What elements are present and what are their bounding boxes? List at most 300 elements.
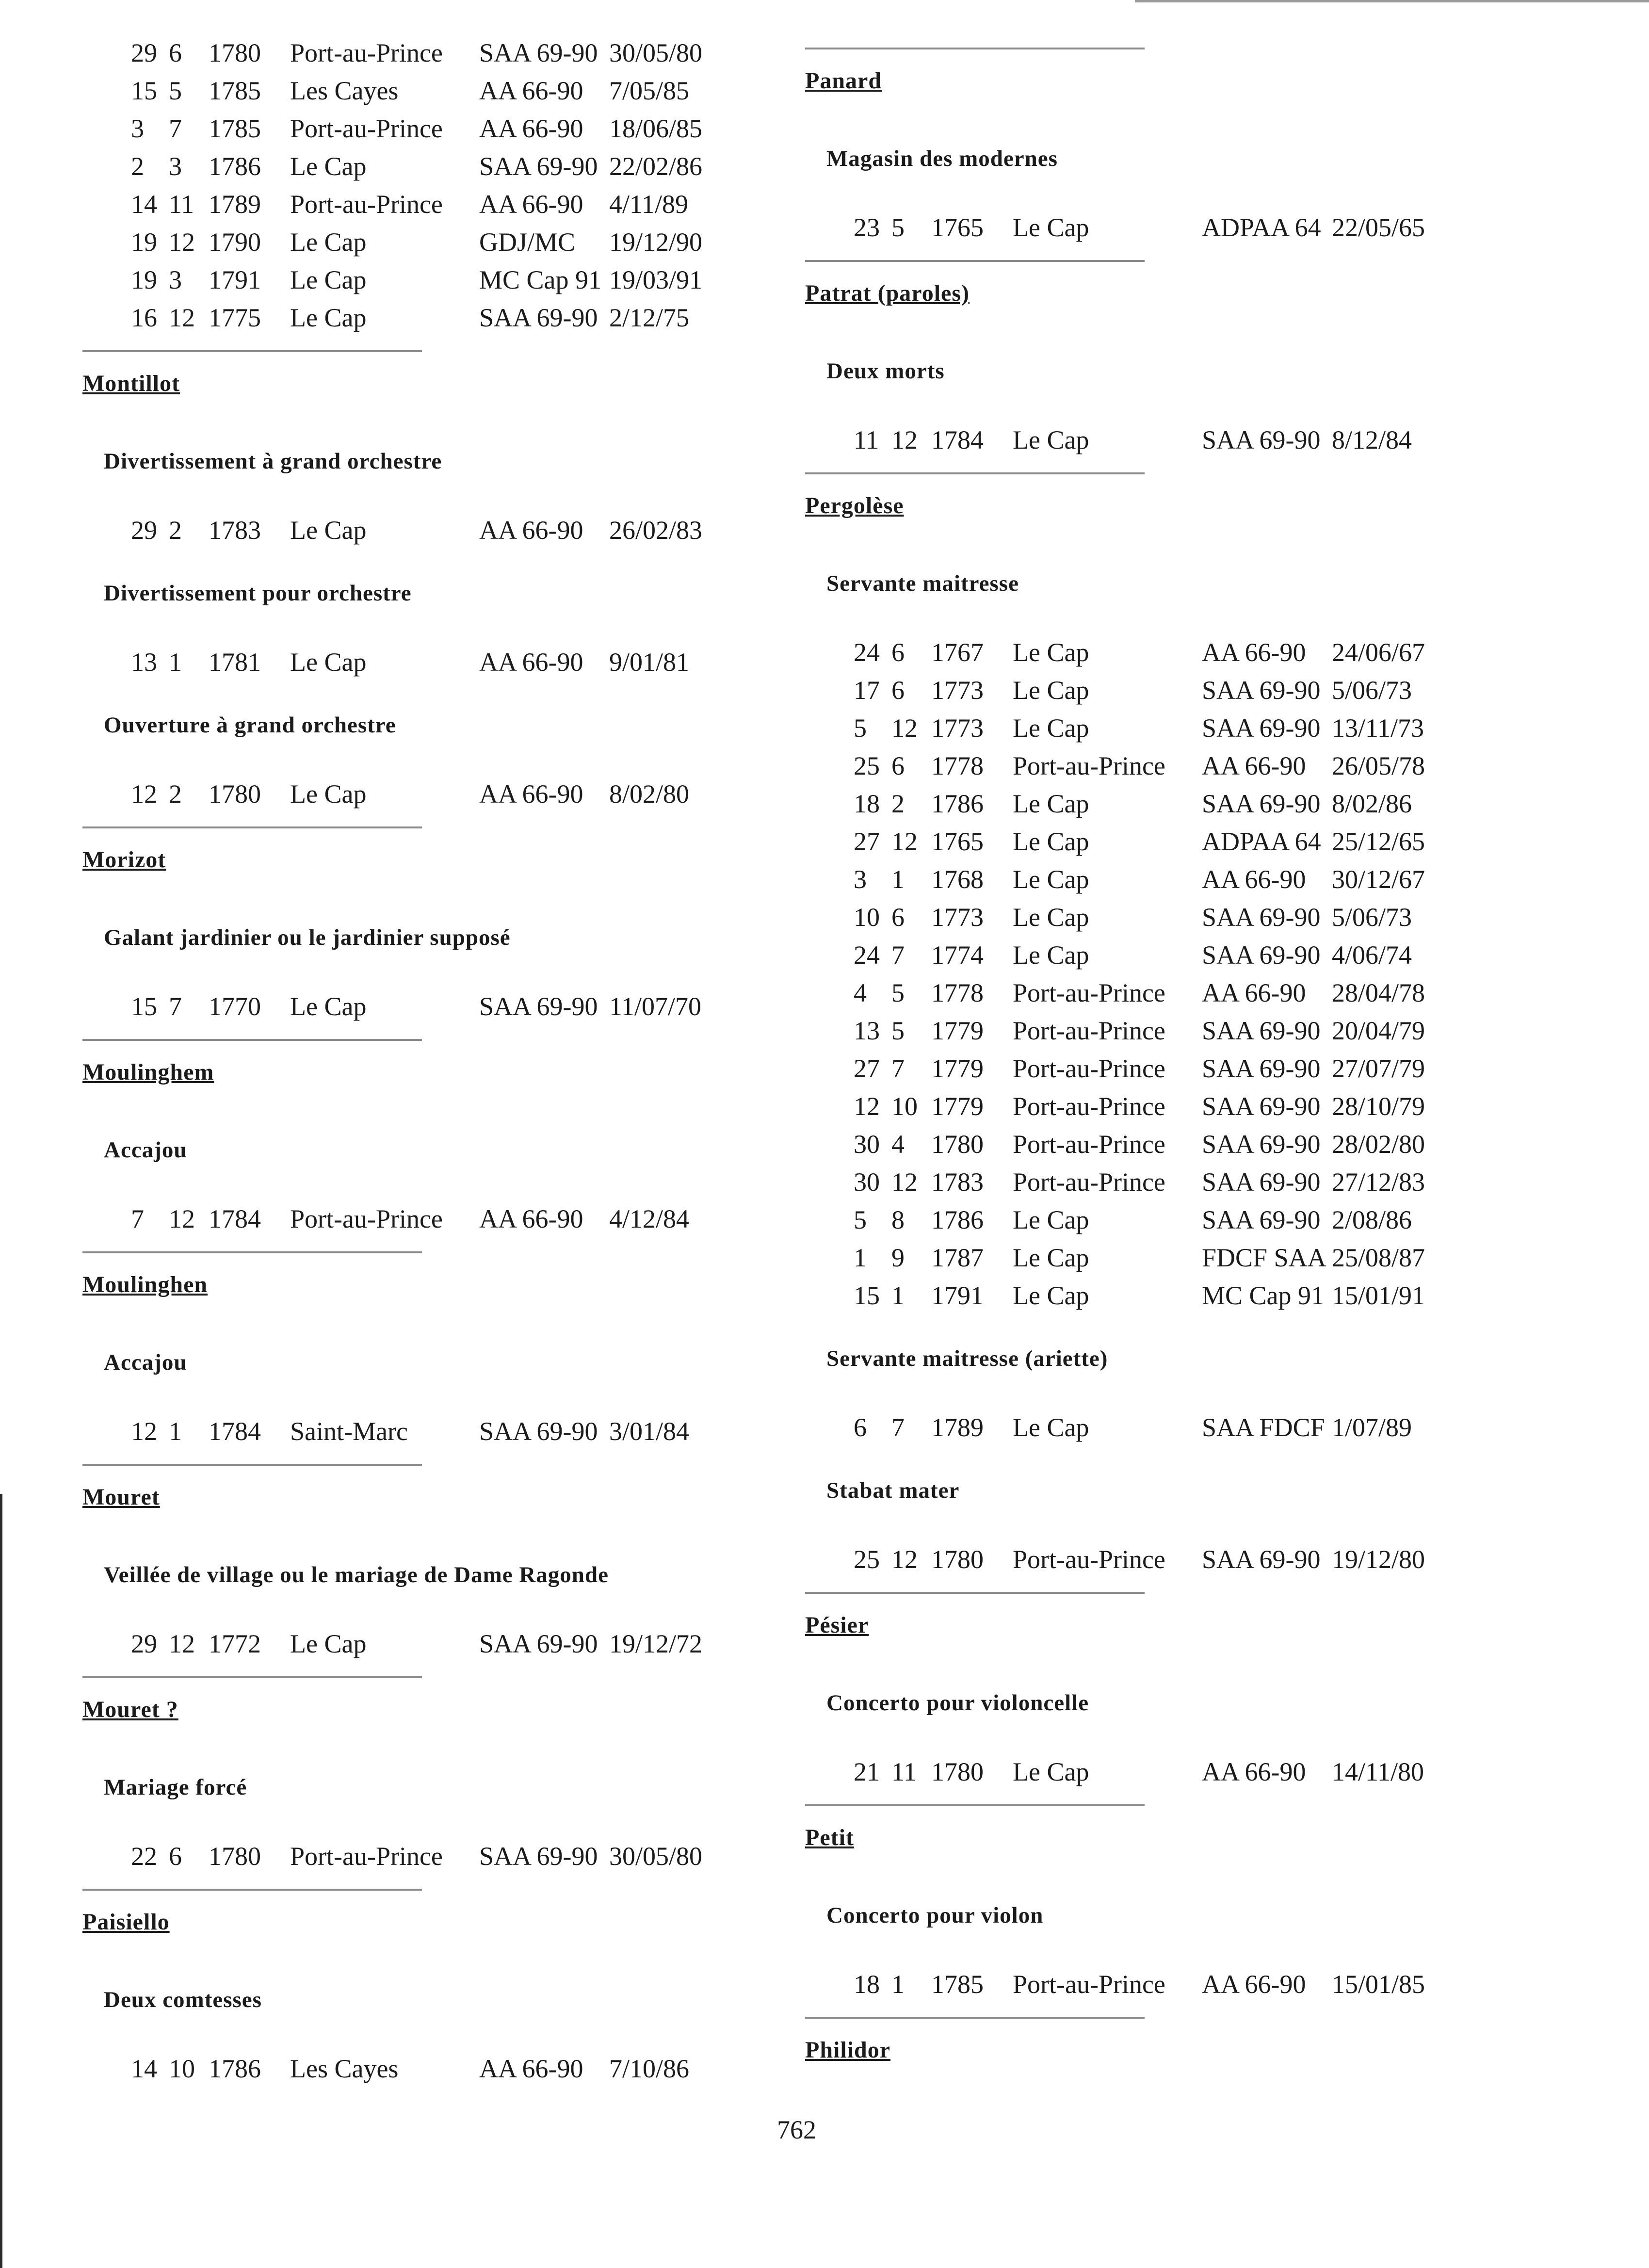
performance-source: SAA 69-90	[479, 38, 598, 67]
performance-source-date: 5/06/73	[1332, 676, 1412, 705]
performance-source: AA 66-90	[479, 2054, 583, 2083]
performance-source-date: 9/01/81	[609, 648, 690, 677]
performance-row	[82, 34, 771, 72]
performance-day: 29	[131, 38, 157, 67]
work-title: Ouverture à grand orchestre	[104, 713, 396, 738]
performance-month: 12	[169, 1204, 195, 1233]
composer-name: Patrat (paroles)	[805, 280, 970, 306]
performance-year: 1786	[931, 1205, 984, 1234]
page-number: 762	[777, 2115, 816, 2144]
performance-place: Port-au-Prince	[1013, 1092, 1165, 1121]
performance-day: 18	[854, 789, 880, 818]
performance-day: 19	[131, 227, 157, 257]
performance-year: 1774	[931, 940, 984, 970]
performance-place: Le Cap	[1013, 213, 1089, 242]
performance-source: SAA 69-90	[1202, 1054, 1321, 1083]
performance-month: 2	[169, 779, 182, 809]
performance-row	[805, 1012, 1494, 1050]
performance-row	[805, 1087, 1494, 1125]
section-divider	[82, 1251, 422, 1253]
performance-row	[82, 1412, 771, 1450]
performance-month: 2	[169, 516, 182, 545]
performance-source-date: 13/11/73	[1332, 713, 1424, 743]
performance-source-date: 24/06/67	[1332, 638, 1425, 667]
work-title: Accajou	[104, 1350, 187, 1375]
performance-month: 6	[891, 903, 905, 932]
work-title: Servante maitresse	[826, 571, 1019, 596]
performance-month: 12	[891, 713, 918, 743]
section-divider	[82, 1676, 422, 1678]
performance-month: 7	[169, 114, 182, 143]
performance-source-date: 11/07/70	[609, 992, 702, 1021]
performance-row	[805, 1050, 1494, 1087]
performance-source: GDJ/MC	[479, 227, 576, 257]
performance-month: 6	[891, 751, 905, 780]
performance-month: 1	[891, 1281, 905, 1310]
performance-source-date: 7/05/85	[609, 76, 690, 105]
performance-month: 12	[169, 303, 195, 332]
performance-source: AA 66-90	[1202, 638, 1306, 667]
composer-name: Pergolèse	[805, 493, 904, 518]
performance-place: Port-au-Prince	[1013, 751, 1165, 780]
performance-year: 1780	[209, 779, 261, 809]
work-title: Divertissement pour orchestre	[104, 581, 412, 606]
performance-year: 1780	[931, 1757, 984, 1786]
performance-source: SAA 69-90	[479, 1629, 598, 1658]
performance-day: 2	[131, 152, 144, 181]
performance-source: AA 66-90	[479, 516, 583, 545]
performance-place: Port-au-Prince	[290, 190, 443, 219]
performance-source: SAA 69-90	[1202, 676, 1321, 705]
performance-row	[82, 261, 771, 299]
composer-name: Petit	[805, 1825, 854, 1850]
performance-source: AA 66-90	[479, 114, 583, 143]
work-title: Magasin des modernes	[826, 146, 1058, 171]
performance-day: 21	[854, 1757, 880, 1786]
section-divider	[805, 1804, 1145, 1806]
performance-place: Port-au-Prince	[1013, 978, 1165, 1007]
performance-place: Le Cap	[1013, 1757, 1089, 1786]
composer-name: Mouret	[82, 1484, 160, 1510]
work-title: Servante maitresse (ariette)	[826, 1346, 1108, 1371]
performance-source-date: 19/03/91	[609, 265, 703, 294]
performance-month: 12	[891, 425, 918, 454]
performance-source: SAA 69-90	[479, 152, 598, 181]
performance-month: 12	[891, 1167, 918, 1197]
performance-month: 6	[169, 38, 182, 67]
work-title: Veillée de village ou le mariage de Dame Ragonde	[104, 1562, 609, 1588]
performance-year: 1780	[931, 1545, 984, 1574]
performance-month: 5	[891, 1016, 905, 1045]
performance-place: Saint-Marc	[290, 1417, 408, 1446]
performance-source-date: 19/12/72	[609, 1629, 703, 1658]
performance-year: 1773	[931, 903, 984, 932]
performance-day: 12	[854, 1092, 880, 1121]
performance-source: AA 66-90	[1202, 1757, 1306, 1786]
performance-day: 13	[854, 1016, 880, 1045]
performance-day: 5	[854, 713, 867, 743]
performance-year: 1773	[931, 676, 984, 705]
performance-source-date: 8/12/84	[1332, 425, 1412, 454]
performance-year: 1785	[931, 1970, 984, 1999]
composer-name: Mouret ?	[82, 1697, 178, 1722]
performance-day: 27	[854, 827, 880, 856]
performance-day: 3	[854, 865, 867, 894]
composer-name: Moulinghem	[82, 1059, 214, 1085]
performance-row	[805, 1753, 1494, 1791]
performance-row	[82, 2050, 771, 2088]
performance-source: MC Cap 91	[1202, 1281, 1325, 1310]
performance-place: Port-au-Prince	[1013, 1970, 1165, 1999]
performance-year: 1791	[931, 1281, 984, 1310]
performance-source: FDCF SAA	[1202, 1243, 1326, 1272]
performance-month: 3	[169, 265, 182, 294]
performance-place: Le Cap	[290, 648, 367, 677]
performance-row	[805, 421, 1494, 459]
performance-row	[805, 898, 1494, 936]
performance-year: 1778	[931, 751, 984, 780]
performance-day: 14	[131, 190, 157, 219]
performance-year: 1780	[209, 38, 261, 67]
performance-month: 1	[891, 1970, 905, 1999]
performance-row	[805, 633, 1494, 671]
performance-row	[805, 823, 1494, 860]
performance-source-date: 25/08/87	[1332, 1243, 1425, 1272]
performance-place: Port-au-Prince	[1013, 1054, 1165, 1083]
performance-place: Le Cap	[1013, 940, 1089, 970]
performance-year: 1789	[209, 190, 261, 219]
performance-month: 12	[891, 827, 918, 856]
performance-year: 1779	[931, 1054, 984, 1083]
performance-source-date: 1/07/89	[1332, 1413, 1412, 1442]
performance-source-date: 22/05/65	[1332, 213, 1425, 242]
performance-row	[805, 747, 1494, 785]
performance-year: 1765	[931, 213, 984, 242]
performance-year: 1786	[209, 2054, 261, 2083]
performance-month: 7	[891, 940, 905, 970]
performance-place: Port-au-Prince	[1013, 1545, 1165, 1574]
section-divider	[82, 1889, 422, 1891]
performance-day: 16	[131, 303, 157, 332]
composer-name: Panard	[805, 68, 882, 94]
performance-source: SAA 69-90	[479, 303, 598, 332]
scan-top-line	[1135, 0, 1649, 2]
performance-source-date: 26/02/83	[609, 516, 703, 545]
performance-row	[805, 785, 1494, 823]
performance-source-date: 2/08/86	[1332, 1205, 1412, 1234]
performance-place: Port-au-Prince	[290, 114, 443, 143]
performance-source: SAA 69-90	[1202, 1167, 1321, 1197]
performance-month: 1	[891, 865, 905, 894]
performance-row	[82, 147, 771, 185]
performance-day: 23	[854, 213, 880, 242]
performance-row	[805, 936, 1494, 974]
performance-day: 13	[131, 648, 157, 677]
performance-place: Le Cap	[1013, 865, 1089, 894]
performance-day: 30	[854, 1130, 880, 1159]
performance-row	[805, 1409, 1494, 1446]
performance-day: 25	[854, 1545, 880, 1574]
performance-year: 1775	[209, 303, 261, 332]
performance-source: AA 66-90	[479, 190, 583, 219]
composer-name: Philidor	[805, 2037, 891, 2063]
performance-row	[82, 988, 771, 1025]
section-divider	[805, 1592, 1145, 1594]
performance-day: 27	[854, 1054, 880, 1083]
performance-day: 4	[854, 978, 867, 1007]
performance-day: 25	[854, 751, 880, 780]
performance-day: 29	[131, 1629, 157, 1658]
performance-source: SAA 69-90	[1202, 1205, 1321, 1234]
performance-source: SAA 69-90	[1202, 1130, 1321, 1159]
performance-source: ADPAA 64	[1202, 827, 1321, 856]
composer-name: Morizot	[82, 847, 166, 873]
performance-place: Le Cap	[1013, 903, 1089, 932]
performance-source-date: 28/02/80	[1332, 1130, 1425, 1159]
work-title: Deux morts	[826, 358, 945, 384]
performance-source-date: 5/06/73	[1332, 903, 1412, 932]
work-title: Stabat mater	[826, 1478, 960, 1503]
performance-source-date: 30/05/80	[609, 1842, 703, 1871]
performance-year: 1768	[931, 865, 984, 894]
performance-row	[805, 1125, 1494, 1163]
performance-day: 12	[131, 779, 157, 809]
performance-year: 1770	[209, 992, 261, 1021]
performance-row	[805, 1277, 1494, 1314]
performance-year: 1790	[209, 227, 261, 257]
performance-source-date: 2/12/75	[609, 303, 690, 332]
composer-name: Montillot	[82, 371, 180, 396]
performance-year: 1779	[931, 1016, 984, 1045]
performance-day: 14	[131, 2054, 157, 2083]
performance-month: 5	[891, 213, 905, 242]
performance-year: 1789	[931, 1413, 984, 1442]
performance-source: AA 66-90	[479, 779, 583, 809]
performance-source-date: 7/10/86	[609, 2054, 690, 2083]
performance-source: SAA 69-90	[1202, 789, 1321, 818]
performance-day: 6	[854, 1413, 867, 1442]
performance-day: 17	[854, 676, 880, 705]
performance-row	[805, 709, 1494, 747]
performance-place: Le Cap	[1013, 827, 1089, 856]
work-title: Accajou	[104, 1137, 187, 1163]
performance-year: 1787	[931, 1243, 984, 1272]
performance-place: Le Cap	[1013, 713, 1089, 743]
performance-place: Le Cap	[1013, 638, 1089, 667]
work-title: Divertissement à grand orchestre	[104, 449, 442, 474]
performance-place: Port-au-Prince	[1013, 1016, 1165, 1045]
performance-year: 1784	[209, 1204, 261, 1233]
performance-row	[805, 671, 1494, 709]
performance-source: SAA 69-90	[1202, 903, 1321, 932]
performance-source: AA 66-90	[1202, 751, 1306, 780]
performance-source: MC Cap 91	[479, 265, 602, 294]
performance-day: 24	[854, 940, 880, 970]
section-divider	[805, 2017, 1145, 2019]
right-column	[805, 34, 1494, 2112]
performance-year: 1767	[931, 638, 984, 667]
performance-month: 9	[891, 1243, 905, 1272]
performance-place: Le Cap	[290, 516, 367, 545]
performance-row	[82, 299, 771, 337]
performance-source-date: 15/01/85	[1332, 1970, 1425, 1999]
performance-day: 3	[131, 114, 144, 143]
performance-source-date: 15/01/91	[1332, 1281, 1425, 1310]
performance-day: 1	[854, 1243, 867, 1272]
performance-source: SAA 69-90	[479, 1842, 598, 1871]
performance-year: 1780	[931, 1130, 984, 1159]
performance-source-date: 20/04/79	[1332, 1016, 1425, 1045]
performance-place: Le Cap	[1013, 676, 1089, 705]
performance-place: Le Cap	[1013, 1243, 1089, 1272]
performance-source-date: 3/01/84	[609, 1417, 690, 1446]
performance-source-date: 19/12/80	[1332, 1545, 1425, 1574]
performance-source-date: 28/10/79	[1332, 1092, 1425, 1121]
performance-source-date: 22/02/86	[609, 152, 703, 181]
performance-source-date: 25/12/65	[1332, 827, 1425, 856]
performance-year: 1785	[209, 76, 261, 105]
performance-year: 1778	[931, 978, 984, 1007]
performance-year: 1783	[209, 516, 261, 545]
performance-source: SAA 69-90	[1202, 425, 1321, 454]
performance-place: Le Cap	[1013, 789, 1089, 818]
performance-day: 19	[131, 265, 157, 294]
performance-month: 5	[891, 978, 905, 1007]
performance-source: SAA 69-90	[479, 992, 598, 1021]
performance-source-date: 26/05/78	[1332, 751, 1425, 780]
performance-day: 15	[131, 992, 157, 1021]
performance-place: Port-au-Prince	[290, 1842, 443, 1871]
performance-day: 24	[854, 638, 880, 667]
performance-source: AA 66-90	[1202, 865, 1306, 894]
performance-day: 15	[854, 1281, 880, 1310]
performance-place: Port-au-Prince	[1013, 1130, 1165, 1159]
performance-month: 7	[891, 1054, 905, 1083]
performance-row	[805, 1540, 1494, 1578]
performance-day: 11	[854, 425, 879, 454]
work-title: Mariage forcé	[104, 1775, 247, 1800]
performance-place: Le Cap	[290, 265, 367, 294]
performance-day: 7	[131, 1204, 144, 1233]
performance-source-date: 18/06/85	[609, 114, 703, 143]
performance-year: 1791	[209, 265, 261, 294]
performance-row	[82, 72, 771, 110]
composer-name: Moulinghen	[82, 1272, 208, 1297]
performance-source: SAA 69-90	[1202, 1092, 1321, 1121]
performance-source-date: 4/12/84	[609, 1204, 690, 1233]
performance-month: 12	[169, 1629, 195, 1658]
performance-place: Les Cayes	[290, 76, 399, 105]
performance-day: 22	[131, 1842, 157, 1871]
performance-day: 5	[854, 1205, 867, 1234]
performance-place: Port-au-Prince	[1013, 1167, 1165, 1197]
performance-year: 1780	[209, 1842, 261, 1871]
performance-place: Le Cap	[290, 779, 367, 809]
performance-source: ADPAA 64	[1202, 213, 1321, 242]
performance-row	[82, 110, 771, 147]
performance-day: 18	[854, 1970, 880, 1999]
section-divider	[82, 350, 422, 352]
performance-year: 1786	[931, 789, 984, 818]
performance-day: 30	[854, 1167, 880, 1197]
performance-year: 1765	[931, 827, 984, 856]
performance-source-date: 4/11/89	[609, 190, 689, 219]
performance-place: Le Cap	[1013, 1205, 1089, 1234]
work-title: Concerto pour violon	[826, 1903, 1044, 1928]
performance-place: Port-au-Prince	[290, 38, 443, 67]
performance-month: 2	[891, 789, 905, 818]
performance-month: 11	[169, 190, 194, 219]
performance-year: 1773	[931, 713, 984, 743]
performance-month: 4	[891, 1130, 905, 1159]
performance-place: Le Cap	[290, 152, 367, 181]
performance-source: AA 66-90	[479, 1204, 583, 1233]
performance-source-date: 8/02/86	[1332, 789, 1412, 818]
performance-year: 1786	[209, 152, 261, 181]
performance-month: 5	[169, 76, 182, 105]
performance-year: 1779	[931, 1092, 984, 1121]
work-title: Concerto pour violoncelle	[826, 1690, 1089, 1716]
section-divider	[82, 1464, 422, 1466]
performance-day: 15	[131, 76, 157, 105]
performance-place: Le Cap	[290, 1629, 367, 1658]
performance-month: 7	[891, 1413, 905, 1442]
performance-place: Le Cap	[290, 227, 367, 257]
performance-source-date: 28/04/78	[1332, 978, 1425, 1007]
work-title: Deux comtesses	[104, 1987, 262, 2012]
section-divider	[805, 48, 1145, 49]
performance-place: Port-au-Prince	[290, 1204, 443, 1233]
performance-year: 1784	[209, 1417, 261, 1446]
performance-month: 12	[169, 227, 195, 257]
performance-month: 8	[891, 1205, 905, 1234]
performance-place: Le Cap	[1013, 425, 1089, 454]
section-divider	[805, 260, 1145, 262]
performance-row	[82, 1837, 771, 1875]
performance-source-date: 27/12/83	[1332, 1167, 1425, 1197]
performance-row	[82, 511, 771, 549]
performance-row	[805, 974, 1494, 1012]
left-column	[82, 34, 771, 2088]
performance-source-date: 27/07/79	[1332, 1054, 1425, 1083]
performance-place: Le Cap	[290, 992, 367, 1021]
performance-month: 11	[891, 1757, 917, 1786]
performance-source-date: 30/12/67	[1332, 865, 1425, 894]
performance-row	[82, 185, 771, 223]
composer-name: Paisiello	[82, 1909, 170, 1935]
performance-day: 10	[854, 903, 880, 932]
performance-month: 7	[169, 992, 182, 1021]
performance-source-date: 8/02/80	[609, 779, 690, 809]
performance-source-date: 14/11/80	[1332, 1757, 1424, 1786]
performance-row	[805, 1201, 1494, 1239]
performance-source: SAA 69-90	[1202, 1016, 1321, 1045]
performance-place: Les Cayes	[290, 2054, 399, 2083]
performance-source: SAA 69-90	[1202, 940, 1321, 970]
performance-row	[82, 1200, 771, 1238]
performance-row	[805, 1163, 1494, 1201]
performance-row	[82, 1625, 771, 1663]
performance-source: AA 66-90	[1202, 978, 1306, 1007]
performance-row	[82, 223, 771, 261]
scan-edge-line	[0, 1494, 2, 2268]
performance-month: 6	[891, 638, 905, 667]
performance-year: 1783	[931, 1167, 984, 1197]
performance-place: Le Cap	[290, 303, 367, 332]
performance-source: AA 66-90	[1202, 1970, 1306, 1999]
performance-source: AA 66-90	[479, 76, 583, 105]
performance-row	[805, 209, 1494, 246]
